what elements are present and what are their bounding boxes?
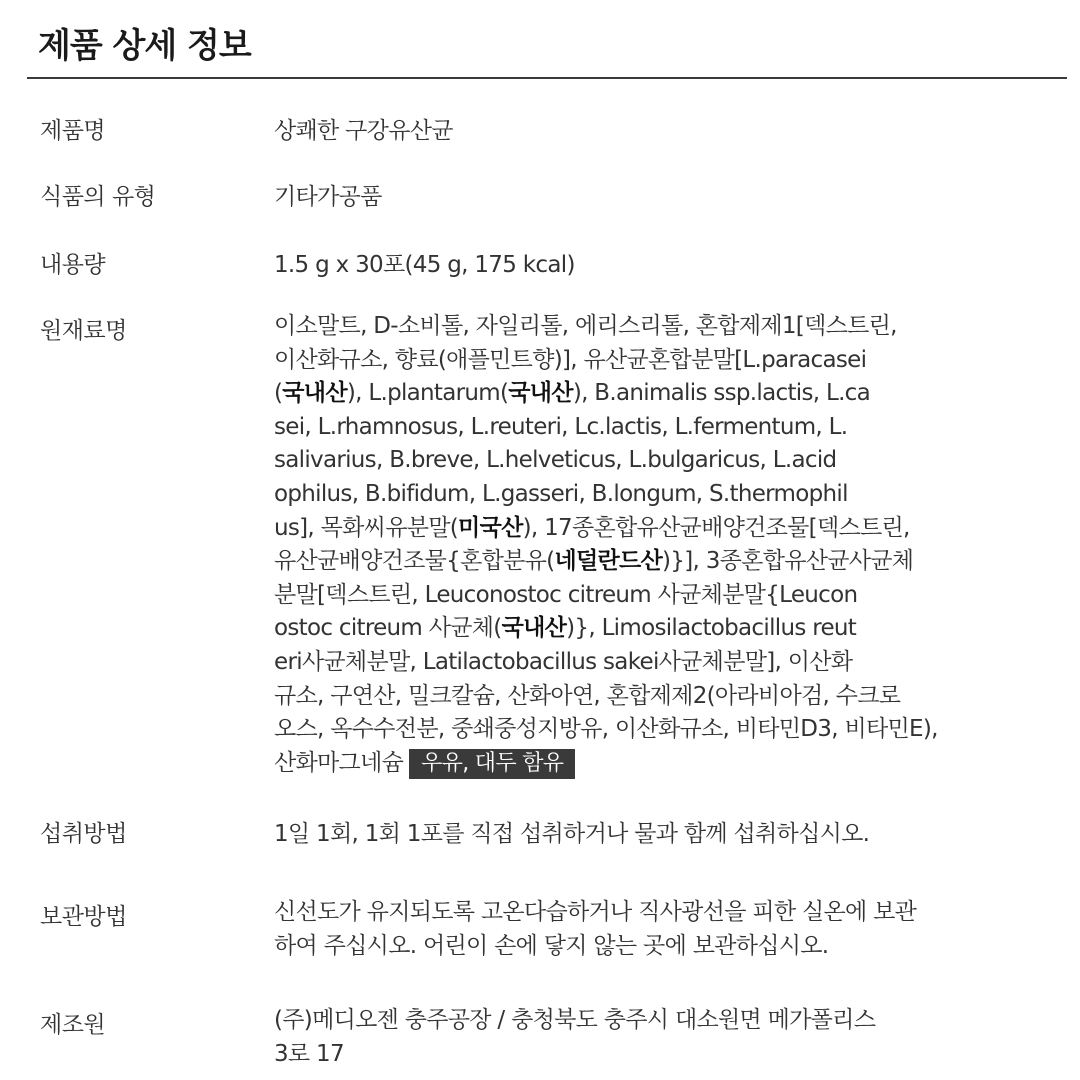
text-segment: ostoc citreum 사균체(: [274, 615, 502, 642]
origin-highlight: 국내산: [508, 380, 573, 407]
ingredients-line: [274, 377, 1064, 411]
row-value: [274, 896, 1064, 963]
row-value: [274, 1004, 1064, 1071]
ingredients-line: ophilus, B.bifidum, L.gasseri, B.longum, S.thermophil: [274, 480, 848, 507]
page-title: 제품 상세 정보: [38, 26, 251, 66]
ingredients-line: [274, 545, 1064, 579]
ingredients-line: [274, 512, 1064, 546]
origin-highlight: 국내산: [282, 380, 347, 407]
row-value: 1.5 g x 30포(45 g, 175 kcal): [274, 252, 575, 278]
ingredients-line: sei, L.rhamnosus, L.reuteri, Lc.lactis, L.fermentum, L.: [274, 413, 848, 440]
row-label: 식품의 유형: [40, 184, 156, 210]
text-segment: 산화마그네슘: [274, 749, 404, 776]
ingredients-line: salivarius, B.breve, L.helveticus, L.bulgaricus, L.acid: [274, 447, 837, 474]
allergen-badge: 우유, 대두 함유: [409, 749, 575, 779]
ingredients-line: eri사균체분말, Latilactobacillus sakei사균체분말], 이산화: [274, 648, 853, 675]
manufacturer-line: 3로 17: [274, 1040, 344, 1067]
text-segment: ), B.animalis ssp.lactis, L.ca: [572, 380, 871, 407]
ingredients-text: [274, 310, 1064, 780]
text-segment: )}, Limosilactobacillus reut: [566, 615, 857, 642]
ingredients-line: 규소, 구연산, 밀크칼슘, 산화아연, 혼합제제2(아라비아검, 수크로: [274, 682, 901, 709]
text-segment: 유산균배양건조물{혼합분유(: [274, 548, 555, 575]
title-divider: [27, 77, 1067, 79]
row-label: 보관방법: [40, 904, 127, 930]
ingredients-line: 이소말트, D-소비톨, 자일리톨, 에리스리톨, 혼합제제1[덱스트린,: [274, 313, 897, 339]
storage-line: 하여 주십시오. 어린이 손에 닿지 않는 곳에 보관하십시오.: [274, 932, 829, 959]
row-label: 제조원: [40, 1012, 106, 1038]
row-label: 섭취방법: [40, 821, 127, 847]
row-value: 기타가공품: [274, 184, 382, 210]
ingredients-line: [274, 612, 1064, 646]
text-segment: ), L.plantarum(: [346, 380, 509, 407]
ingredients-line: 분말[덱스트린, Leuconostoc citreum 사균체분말{Leucon: [274, 581, 858, 608]
manufacturer-line: (주)메디오젠 충주공장 / 충청북도 충주시 대소원면 메가폴리스: [274, 1007, 876, 1033]
row-label: 원재료명: [40, 318, 127, 344]
storage-line: 신선도가 유지되도록 고온다습하거나 직사광선을 피한 실온에 보관: [274, 899, 917, 925]
origin-highlight: 미국산: [458, 514, 523, 541]
origin-highlight: 네덜란드산: [554, 548, 663, 575]
ingredients-line: 오스, 옥수수전분, 중쇄중성지방유, 이산화규소, 비타민D3, 비타민E),: [274, 716, 938, 743]
ingredients-line: [274, 747, 1064, 781]
text-segment: ), 17종혼합유산균배양건조물[덱스트린,: [522, 514, 910, 541]
row-value: 상쾌한 구강유산균: [274, 118, 453, 144]
text-segment: us], 목화씨유분말(: [274, 514, 459, 541]
ingredients-line: 이산화규소, 향료(애플민트향)], 유산균혼합분말[L.paracasei: [274, 346, 867, 373]
origin-highlight: 국내산: [501, 615, 567, 642]
row-label: 제품명: [40, 118, 106, 144]
row-label: 내용량: [40, 252, 106, 278]
row-value: 1일 1회, 1회 1포를 직접 섭취하거나 물과 함께 섭취하십시오.: [274, 821, 870, 847]
text-segment: (: [274, 380, 283, 407]
text-segment: )}], 3종혼합유산균사균체: [662, 548, 914, 575]
